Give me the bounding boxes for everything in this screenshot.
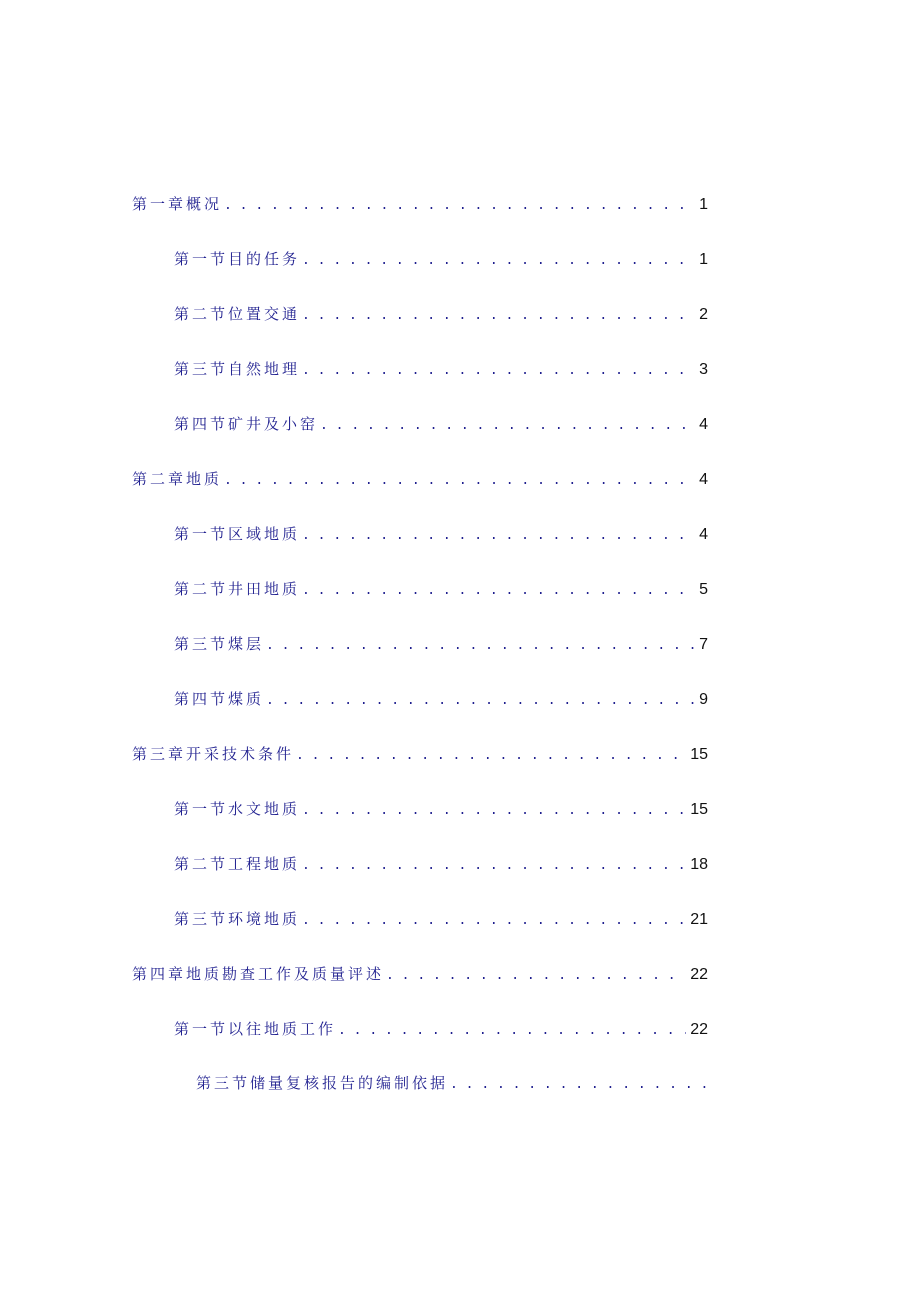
toc-entry-page: 4 [699, 526, 708, 543]
toc-entry-title: 第二节井田地质 [174, 580, 301, 598]
toc-entry-section-3-3[interactable] [174, 907, 708, 931]
toc-entry-section-1-1[interactable] [174, 247, 708, 271]
dot-leader [302, 524, 695, 548]
dot-leader [302, 359, 695, 383]
toc-entry-section-2-1[interactable] [174, 522, 708, 546]
toc-entry-title: 第三节环境地质 [174, 910, 301, 928]
dot-leader [302, 799, 686, 823]
toc-entry-section-1-3[interactable] [174, 357, 708, 381]
dot-leader [302, 579, 695, 603]
toc-entry-title: 第一节目的任务 [174, 250, 301, 268]
toc-entry-chapter-1[interactable] [132, 192, 708, 216]
toc-entry-page: 4 [699, 471, 708, 488]
toc-entry-title: 第三章开采技术条件 [132, 745, 295, 763]
toc-entry-page: 22 [690, 1021, 708, 1038]
toc-entry-page: 21 [690, 911, 708, 928]
toc-entry-section-2-3[interactable] [174, 632, 708, 656]
dot-leader [302, 854, 686, 878]
toc-entry-section-2-4[interactable] [174, 687, 708, 711]
dot-leader [296, 744, 686, 768]
toc-entry-title: 第四章地质勘查工作及质量评述 [132, 965, 385, 983]
toc-entry-page: 18 [690, 856, 708, 873]
dot-leader [224, 194, 695, 218]
toc-entry-title: 第一节区域地质 [174, 525, 301, 543]
toc-entry-title: 第二章地质 [132, 470, 223, 488]
toc-entry-page: 7 [699, 636, 708, 653]
toc-entry-section-1-4[interactable] [174, 412, 708, 436]
toc-entry-page: 3 [699, 361, 708, 378]
toc-entry-page: 1 [699, 196, 708, 213]
toc-entry-title: 第四节煤质 [174, 690, 265, 708]
dot-leader [266, 634, 695, 658]
toc-entry-title: 第一节水文地质 [174, 800, 301, 818]
dot-leader [302, 304, 695, 328]
toc-entry-title: 第二节工程地质 [174, 855, 301, 873]
toc-entry-title: 第三节储量复核报告的编制依据 [196, 1074, 449, 1092]
toc-entry-title: 第二节位置交通 [174, 305, 301, 323]
toc-entry-chapter-2[interactable] [132, 467, 708, 491]
toc-entry-title: 第三节自然地理 [174, 360, 301, 378]
dot-leader [302, 249, 695, 273]
dot-leader [224, 469, 695, 493]
dot-leader [386, 964, 686, 988]
toc-entry-chapter-4[interactable] [132, 962, 708, 986]
toc-entry-section-2-2[interactable] [174, 577, 708, 601]
toc-entry-page: 9 [699, 691, 708, 708]
dot-leader [302, 909, 686, 933]
dot-leader [320, 414, 695, 438]
toc-entry-page: 2 [699, 306, 708, 323]
toc-entry-section-4-1[interactable] [174, 1017, 708, 1041]
toc-entry-title: 第三节煤层 [174, 635, 265, 653]
toc-entry-section-3-2[interactable] [174, 852, 708, 876]
toc-entry-page: 22 [690, 966, 708, 983]
toc-entry-title: 第一节以往地质工作 [174, 1020, 337, 1038]
dot-leader [266, 689, 695, 713]
toc-entry-page: 15 [690, 801, 708, 818]
dot-leader [338, 1019, 686, 1043]
toc-entry-title: 第一章概况 [132, 195, 223, 213]
toc-entry-page: 5 [699, 581, 708, 598]
toc-entry-section-3-1[interactable] [174, 797, 708, 821]
toc-entry-chapter-3[interactable] [132, 742, 708, 766]
toc-entry-title: 第四节矿井及小窑 [174, 415, 319, 433]
toc-entry-page: 1 [699, 251, 708, 268]
toc-entry-section-1-2[interactable] [174, 302, 708, 326]
toc-entry-section-4-3[interactable] [196, 1071, 714, 1095]
toc-entry-page: 15 [690, 746, 708, 763]
toc-entry-page: 4 [699, 416, 708, 433]
dot-leader [450, 1073, 710, 1097]
